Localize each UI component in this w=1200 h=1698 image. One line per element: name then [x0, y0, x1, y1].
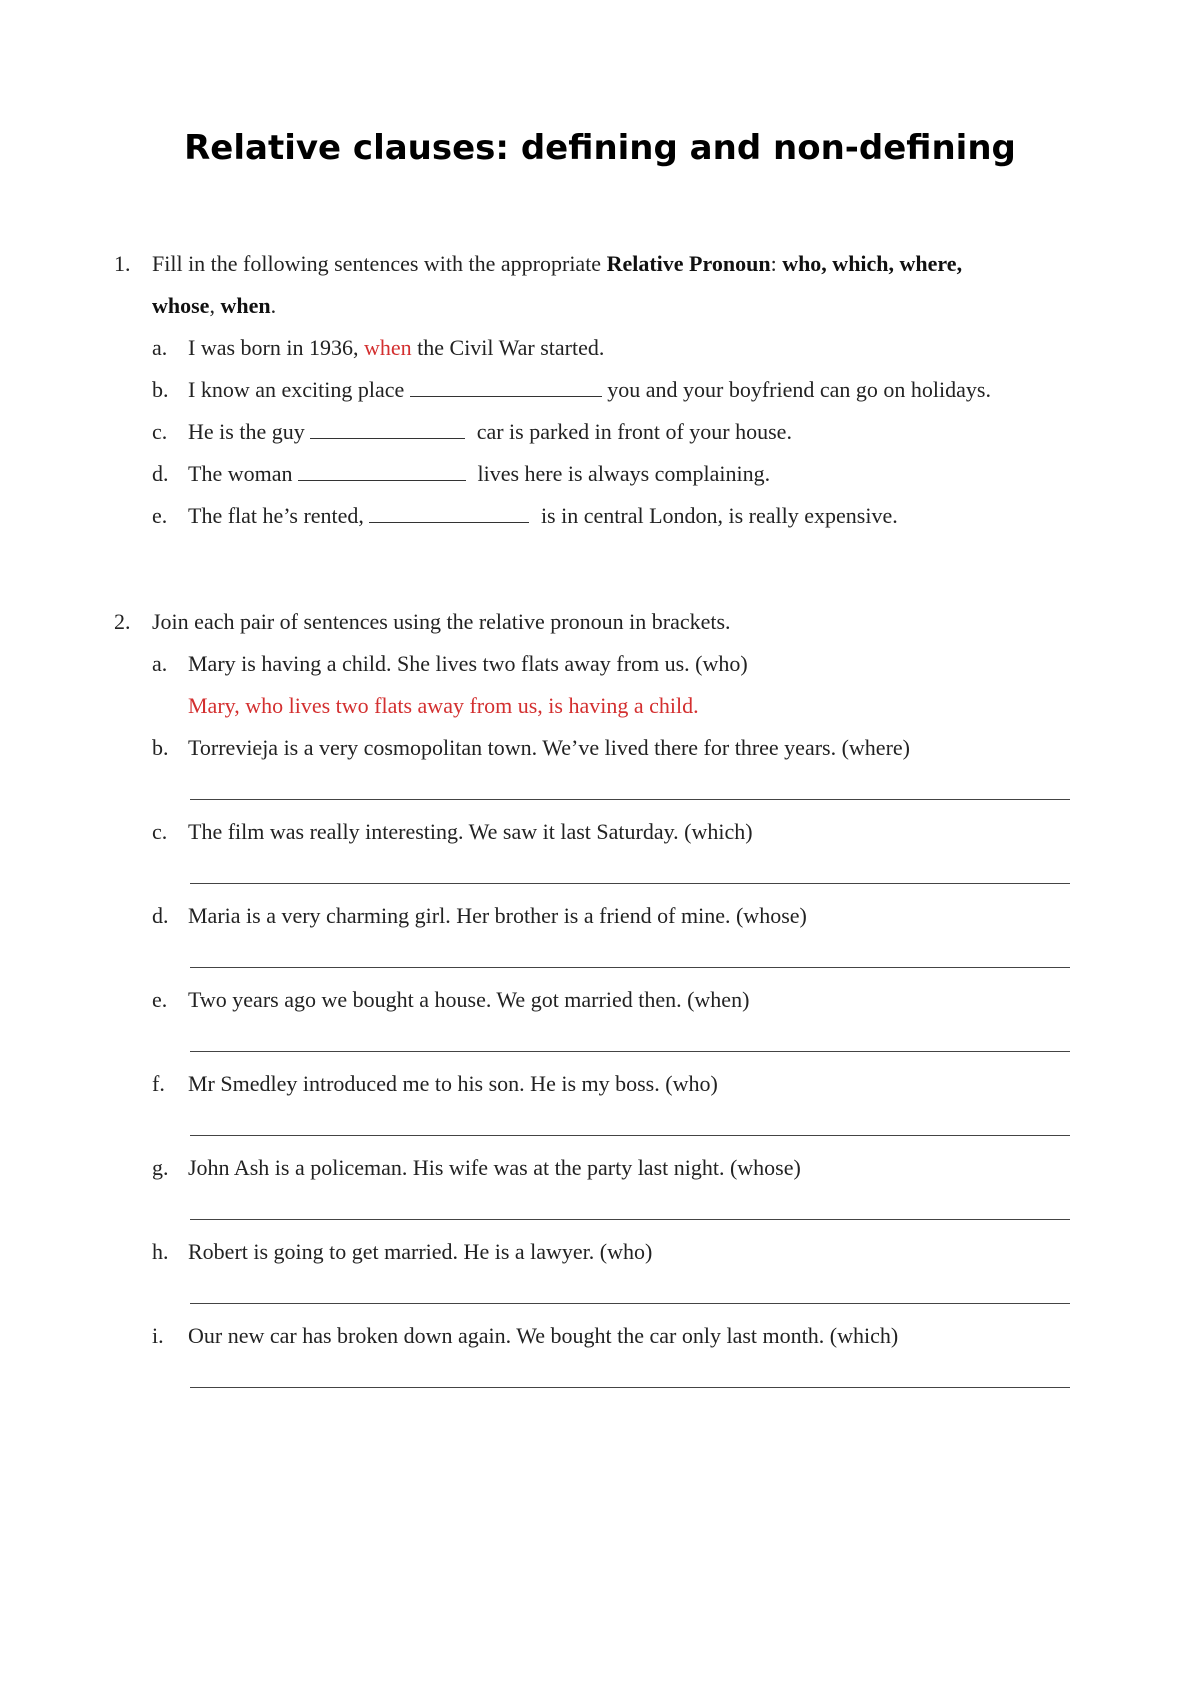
item-letter: i. — [152, 1323, 164, 1348]
sentence-pair-d: Maria is a very charming girl. Her brother is a friend of mine. (whose) — [188, 903, 807, 928]
sentence-e: The flat he’s rented, is in central London, is really expensive. — [188, 503, 898, 528]
item-letter: f. — [152, 1071, 165, 1096]
sentence-pair-i: Our new car has broken down again. We bought the car only last month. (which) — [188, 1323, 899, 1348]
sentence-pair-a: Mary is having a child. She lives two flats away from us. (who) — [188, 651, 748, 676]
sentence-pair-f: Mr Smedley introduced me to his son. He is my boss. (who) — [188, 1071, 718, 1096]
sentence-b: I know an exciting place you and your boyfriend can go on holidays. — [188, 377, 991, 402]
item-letter: c. — [152, 419, 168, 444]
item-letter: b. — [152, 377, 169, 402]
sentence-pair-b: Torrevieja is a very cosmopolitan town. We’ve lived there for three years. (where) — [188, 735, 910, 760]
sentence-pair-c: The film was really interesting. We saw it last Saturday. (which) — [188, 819, 753, 844]
item-letter: b. — [152, 735, 169, 760]
page-title: Relative clauses: defining and non-defining — [184, 128, 1016, 168]
answer-line[interactable] — [190, 1051, 1070, 1052]
example-answer: Mary, who lives two flats away from us, is having a child. — [188, 693, 699, 718]
item-letter: a. — [152, 651, 168, 676]
answer-line[interactable] — [190, 1135, 1070, 1136]
item-letter: e. — [152, 503, 168, 528]
sentence-d: The woman lives here is always complaining. — [188, 461, 771, 486]
answer-line[interactable] — [190, 967, 1070, 968]
item-letter: d. — [152, 903, 169, 928]
item-letter: c. — [152, 819, 168, 844]
answer-line[interactable] — [190, 883, 1070, 884]
answer-when: when — [363, 335, 412, 360]
item-letter: h. — [152, 1239, 169, 1264]
item-letter: d. — [152, 461, 169, 486]
exercise-2-instruction: Join each pair of sentences using the relative pronoun in brackets. — [152, 609, 731, 634]
answer-line[interactable] — [190, 799, 1070, 800]
exercise-1-instruction-line-1: Fill in the following sentences with the appropriate Relative Pronoun: who, which, where, — [152, 251, 963, 276]
sentence-c: He is the guy car is parked in front of your house. — [188, 419, 792, 444]
answer-line[interactable] — [190, 1387, 1070, 1388]
sentence-a: I was born in 1936, when the Civil War started. — [188, 335, 605, 360]
answer-blank[interactable] — [410, 378, 602, 397]
sentence-pair-h: Robert is going to get married. He is a lawyer. (who) — [188, 1239, 653, 1264]
item-letter: e. — [152, 987, 168, 1012]
sentence-pair-g: John Ash is a policeman. His wife was at the party last night. (whose) — [188, 1155, 801, 1180]
sentence-pair-e: Two years ago we bought a house. We got married then. (when) — [188, 987, 750, 1012]
item-letter: g. — [152, 1155, 169, 1180]
answer-line[interactable] — [190, 1303, 1070, 1304]
exercise-2-number: 2. — [114, 609, 131, 634]
answer-blank[interactable] — [298, 462, 466, 481]
item-letter: a. — [152, 335, 168, 360]
exercise-1-number: 1. — [114, 251, 131, 276]
answer-blank[interactable] — [310, 420, 465, 439]
exercise-1-instruction-line-2: whose, when. — [152, 293, 277, 318]
answer-line[interactable] — [190, 1219, 1070, 1220]
answer-blank[interactable] — [369, 504, 529, 523]
